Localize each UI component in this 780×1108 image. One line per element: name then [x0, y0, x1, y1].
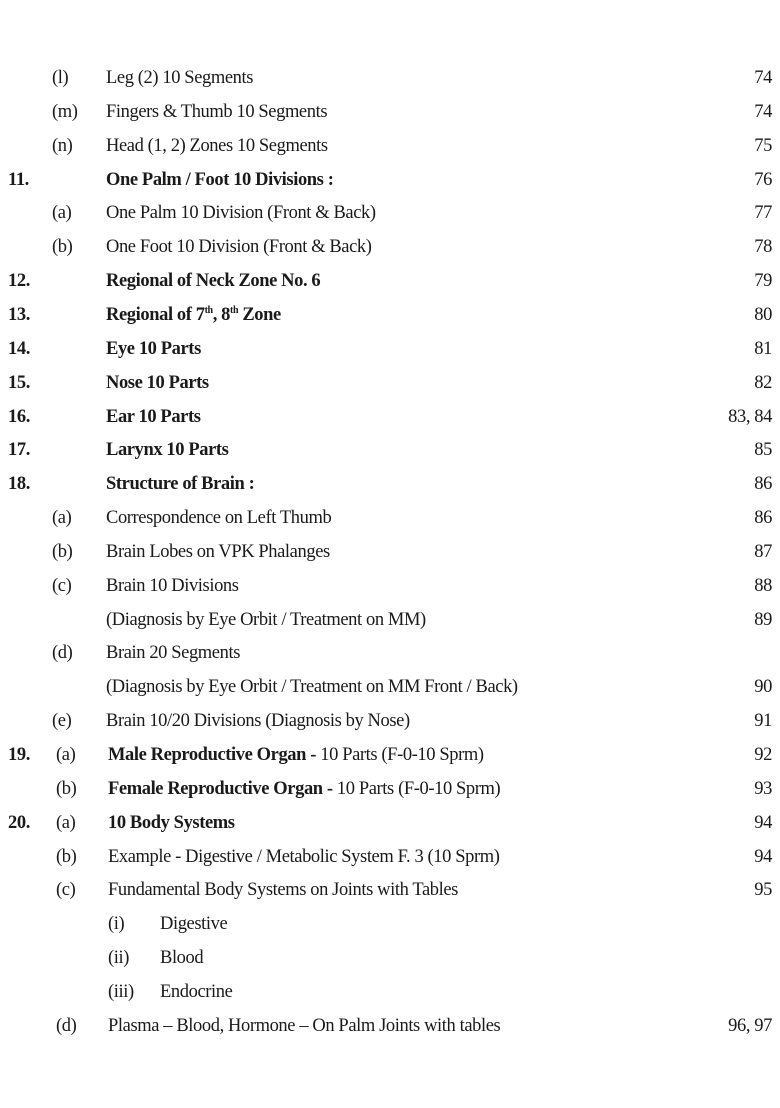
toc-entry	[0, 198, 780, 228]
toc-entry	[0, 571, 780, 601]
entry-title	[108, 774, 500, 804]
page-number: 76	[754, 169, 772, 190]
toc-entry	[0, 842, 780, 872]
entry-sublabel: (i)	[108, 914, 125, 935]
entry-title-segment: Brain 10 Divisions	[106, 575, 239, 596]
toc-entry	[0, 165, 780, 195]
entry-title-segment: One Palm 10 Division (Front & Back)	[106, 203, 376, 224]
toc-entry	[0, 435, 780, 465]
entry-label: (l)	[52, 68, 69, 88]
entry-title	[160, 977, 232, 1007]
toc-entry	[0, 402, 780, 432]
entry-title	[106, 469, 254, 499]
page-number: 96, 97	[728, 1015, 772, 1036]
entry-sublabel: (iii)	[108, 981, 134, 1002]
entry-title	[106, 232, 372, 262]
toc-entry	[0, 503, 780, 533]
entry-number: 17.	[8, 440, 30, 461]
toc-entry	[0, 605, 780, 635]
entry-title	[160, 909, 227, 939]
entry-title	[106, 402, 201, 432]
entry-label: (m)	[52, 101, 78, 122]
toc-entry	[0, 909, 780, 939]
toc-entry	[0, 334, 780, 364]
toc-entry	[0, 977, 780, 1007]
entry-label: (b)	[56, 778, 77, 799]
entry-title	[106, 97, 327, 127]
entry-title-segment: Larynx 10 Parts	[106, 440, 229, 461]
entry-title	[106, 672, 518, 702]
entry-label: (b)	[52, 541, 73, 562]
entry-label: (d)	[56, 1015, 77, 1036]
entry-label: (a)	[56, 745, 76, 765]
page-number: 89	[754, 609, 772, 630]
page-number: 81	[754, 338, 772, 359]
page-number: 93	[754, 778, 772, 799]
entry-sublabel: (ii)	[108, 948, 130, 969]
entry-title	[106, 503, 331, 533]
page-number: 74	[754, 68, 772, 88]
entry-title-segment: Brain Lobes on VPK Phalanges	[106, 541, 330, 562]
page-number: 86	[754, 508, 772, 529]
entry-title	[106, 638, 240, 668]
entry-title-segment: Example - Digestive / Metabolic System F. 3 (10 Sprm)	[108, 846, 500, 867]
entry-title-segment: th	[230, 304, 239, 316]
entry-title	[106, 300, 281, 330]
toc-entry	[0, 266, 780, 296]
entry-title-segment: 10 Parts (F-0-10 Sprm)	[336, 778, 501, 799]
page-number: 78	[754, 237, 772, 258]
toc-entry	[0, 875, 780, 905]
entry-number: 18.	[8, 474, 30, 495]
entry-title-segment: Leg (2) 10 Segments	[106, 68, 254, 88]
page-number: 83, 84	[728, 406, 772, 427]
entry-number: 11.	[8, 169, 29, 190]
page-number: 94	[754, 846, 772, 867]
toc-entry	[0, 232, 780, 262]
entry-title-segment: Digestive	[160, 914, 228, 935]
toc-entry	[0, 740, 780, 770]
entry-title-segment: , 8	[212, 304, 231, 325]
entry-title-segment: Nose 10 Parts	[106, 372, 209, 393]
entry-title-segment: Regional of 7	[106, 304, 205, 325]
entry-title-segment: One Palm / Foot 10 Divisions :	[106, 169, 334, 190]
toc-entry	[0, 638, 780, 668]
entry-title	[108, 842, 499, 872]
toc-entry	[0, 97, 780, 127]
entry-title	[106, 63, 253, 93]
entry-title-segment: Fingers & Thumb 10 Segments	[106, 101, 328, 122]
entry-label: (c)	[52, 575, 72, 596]
entry-number: 12.	[8, 271, 30, 292]
entry-number: 20.	[8, 812, 30, 833]
entry-title-segment: Zone	[238, 304, 281, 325]
entry-title-segment: Blood	[160, 948, 204, 969]
entry-title	[106, 605, 426, 635]
toc-entry	[0, 943, 780, 973]
entry-number: 16.	[8, 406, 30, 427]
entry-title-segment: 10 Parts (F-0-10 Sprm)	[320, 745, 484, 765]
entry-title	[106, 131, 328, 161]
entry-title	[106, 266, 320, 296]
entry-title-segment: Brain 10/20 Divisions (Diagnosis by Nose)	[106, 711, 410, 732]
page-number: 95	[754, 880, 772, 901]
toc-entry	[0, 1011, 780, 1041]
entry-label: (c)	[56, 880, 76, 901]
toc-entry	[0, 368, 780, 398]
entry-title-segment: Endocrine	[160, 981, 233, 1002]
entry-title-segment: Eye 10 Parts	[106, 338, 201, 359]
page-number: 74	[754, 101, 772, 122]
page-number: 92	[754, 745, 772, 765]
entry-title-segment: Regional of Neck Zone No. 6	[106, 271, 321, 292]
entry-title	[106, 435, 228, 465]
entry-title-segment: (Diagnosis by Eye Orbit / Treatment on MM)	[106, 609, 426, 630]
entry-title-segment: th	[204, 304, 213, 316]
entry-title	[106, 368, 209, 398]
entry-title	[106, 334, 201, 364]
page-number: 91	[754, 711, 772, 732]
toc-entry	[0, 706, 780, 736]
page-number: 90	[754, 677, 772, 698]
toc-entry	[0, 808, 780, 838]
entry-label: (b)	[52, 237, 73, 258]
entry-title-segment: Male Reproductive Organ -	[108, 745, 321, 765]
page-number: 94	[754, 812, 772, 833]
entry-title	[160, 943, 203, 973]
entry-title	[108, 875, 458, 905]
toc-entry	[0, 300, 780, 330]
entry-title-segment: Correspondence on Left Thumb	[106, 508, 332, 529]
page-number: 82	[754, 372, 772, 393]
entry-title-segment: Structure of Brain :	[106, 474, 255, 495]
toc-entry	[0, 131, 780, 161]
entry-label: (a)	[52, 508, 72, 529]
entry-title-segment: 10 Body Systems	[108, 812, 235, 833]
entry-number: 14.	[8, 338, 30, 359]
entry-label: (a)	[56, 812, 76, 833]
entry-title-segment: Fundamental Body Systems on Joints with Tables	[108, 880, 458, 901]
entry-title-segment: (Diagnosis by Eye Orbit / Treatment on MM Front / Back)	[106, 677, 518, 698]
entry-number: 19.	[8, 745, 30, 765]
entry-title-segment: Plasma – Blood, Hormone – On Palm Joints with tables	[108, 1015, 501, 1036]
entry-title	[106, 706, 410, 736]
entry-title-segment: Female Reproductive Organ -	[108, 778, 337, 799]
toc-entry	[0, 537, 780, 567]
page-number: 87	[754, 541, 772, 562]
entry-label: (n)	[52, 135, 73, 156]
page-number: 88	[754, 575, 772, 596]
entry-number: 15.	[8, 372, 30, 393]
entry-title-segment: One Foot 10 Division (Front & Back)	[106, 237, 372, 258]
entry-title-segment: Ear 10 Parts	[106, 406, 201, 427]
entry-label: (e)	[52, 711, 72, 732]
page-number: 80	[754, 304, 772, 325]
entry-title	[106, 198, 376, 228]
toc-entry	[0, 774, 780, 804]
entry-title	[108, 740, 484, 770]
entry-title-segment: Brain 20 Segments	[106, 643, 240, 664]
toc-entry	[0, 672, 780, 702]
page-number: 86	[754, 474, 772, 495]
page-number: 79	[754, 271, 772, 292]
page-number: 85	[754, 440, 772, 461]
entry-label: (d)	[52, 643, 73, 664]
page-number: 75	[754, 135, 772, 156]
toc-entry	[0, 63, 780, 93]
entry-title	[108, 1011, 500, 1041]
entry-title	[106, 571, 239, 601]
entry-title	[106, 165, 333, 195]
page-number: 77	[754, 203, 772, 224]
entry-label: (a)	[52, 203, 72, 224]
entry-title-segment: Head (1, 2) Zones 10 Segments	[106, 135, 328, 156]
toc-entry	[0, 469, 780, 499]
entry-title	[106, 537, 330, 567]
entry-title	[108, 808, 235, 838]
entry-label: (b)	[56, 846, 77, 867]
entry-number: 13.	[8, 304, 30, 325]
